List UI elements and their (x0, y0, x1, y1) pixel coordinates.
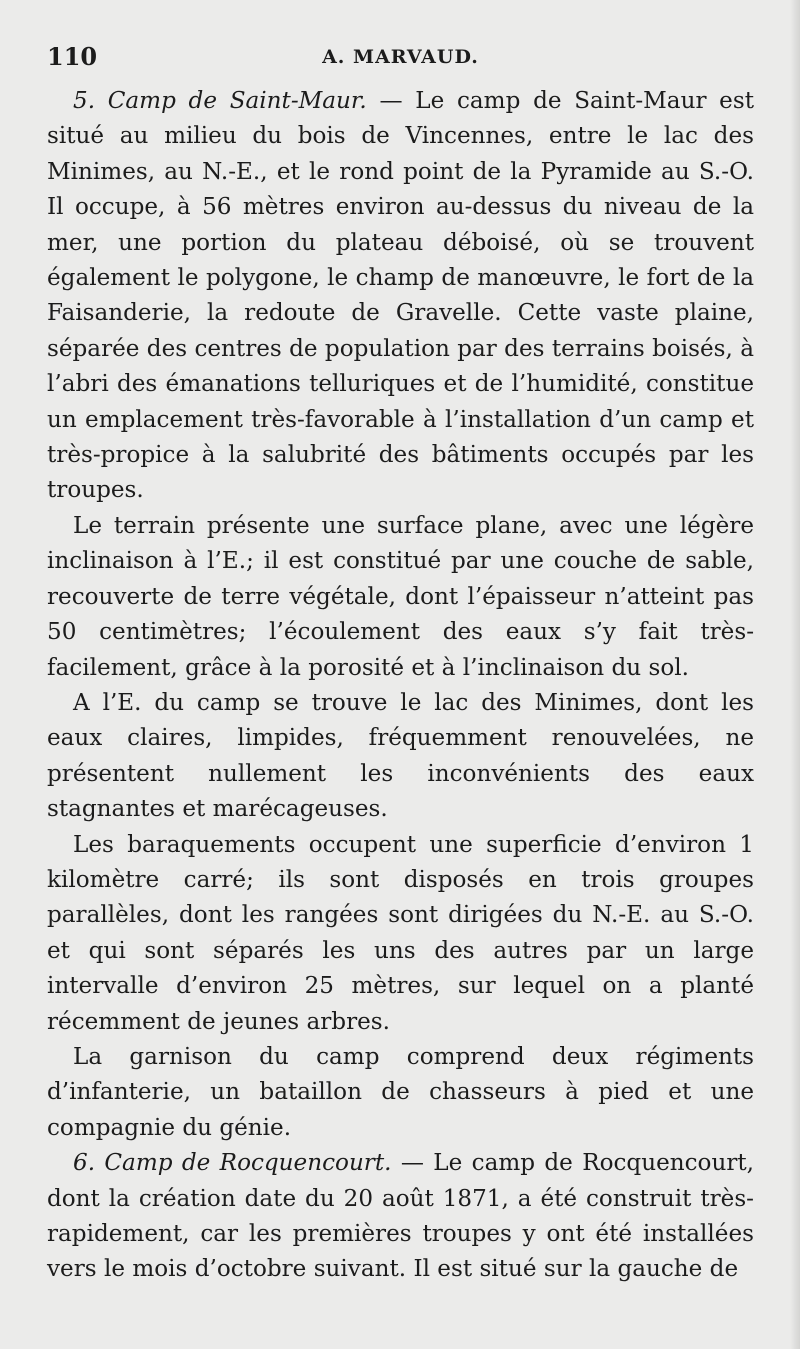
paragraph-camp-rocquencourt (47, 1146, 754, 1288)
paragraph-lac-des-minimes (47, 686, 754, 828)
paragraph-text: La garnison du camp comprend deux régiments d’infanterie, un bataillon de chasseurs à pied et une compagnie du génie. (47, 1043, 754, 1141)
paragraph-text: — Le camp de Rocquencourt, dont la création date du 20 août 1871, a été construit très-rapidement, car les premières troupes y ont été installées vers le mois d’octobre suivant. Il est situé sur la gauche de (47, 1150, 755, 1283)
paragraph-terrain (47, 509, 754, 686)
section-heading-camp-rocquencourt: 6. Camp de Rocquencourt. (73, 1150, 392, 1177)
paragraph-text: — Le camp de Saint-Maur est situé au milieu du bois de Vincennes, entre le lac des Minimes, au N.-E., et le rond point de la Pyramide au S.-O. Il occupe, à 56 mètres environ au-dessus du niveau de la mer, une portion du plateau déboisé, où se trouvent également le polygone, le champ de manœuvre, le fort de la Faisanderie, la redoute de Gravelle. Cette vaste plaine, séparée des centres de population par des terrains boisés, à l’abri des émanations telluriques et de l’humidité, constitue un emplacement très-favorable à l’installation d’un camp et très-propice à la salubrité des bâtiments occupés par les troupes. (47, 88, 754, 504)
paragraph-garnison (47, 1040, 754, 1146)
paragraph-text: Les baraquements occupent une superficie d’environ 1 kilomètre carré; ils sont disposés en trois groupes parallèles, dont les rangées sont dirigées du N.-E. au S.-O. et qui sont séparés les uns des autres par un large intervalle d’environ 25 mètres, sur lequel on a planté récemment de jeunes arbres. (47, 831, 754, 1035)
page-number: 110 (47, 42, 98, 71)
section-heading-camp-saint-maur: 5. Camp de Saint-Maur. (73, 88, 367, 114)
page-edge-shadow (790, 0, 800, 1349)
paragraph-text: Le terrain présente une surface plane, avec une légère inclinaison à l’E.; il est constitué par une couche de sable, recouverte de terre végétale, dont l’épaisseur n’atteint pas 50 centimètres; l’écoulement des eaux s’y fait très-facilement, grâce à la porosité et à l’inclinaison du sol. (47, 512, 754, 681)
paragraph-baraquements (47, 828, 754, 1040)
paragraph-text: A l’E. du camp se trouve le lac des Minimes, dont les eaux claires, limpides, fréquemment renouvelées, ne présentent nullement les inconvénients des eaux stagnantes et marécageuses. (47, 689, 754, 823)
page-header (47, 38, 754, 78)
running-head: A. MARVAUD. (322, 46, 479, 68)
paragraph-camp-saint-maur (47, 84, 754, 509)
